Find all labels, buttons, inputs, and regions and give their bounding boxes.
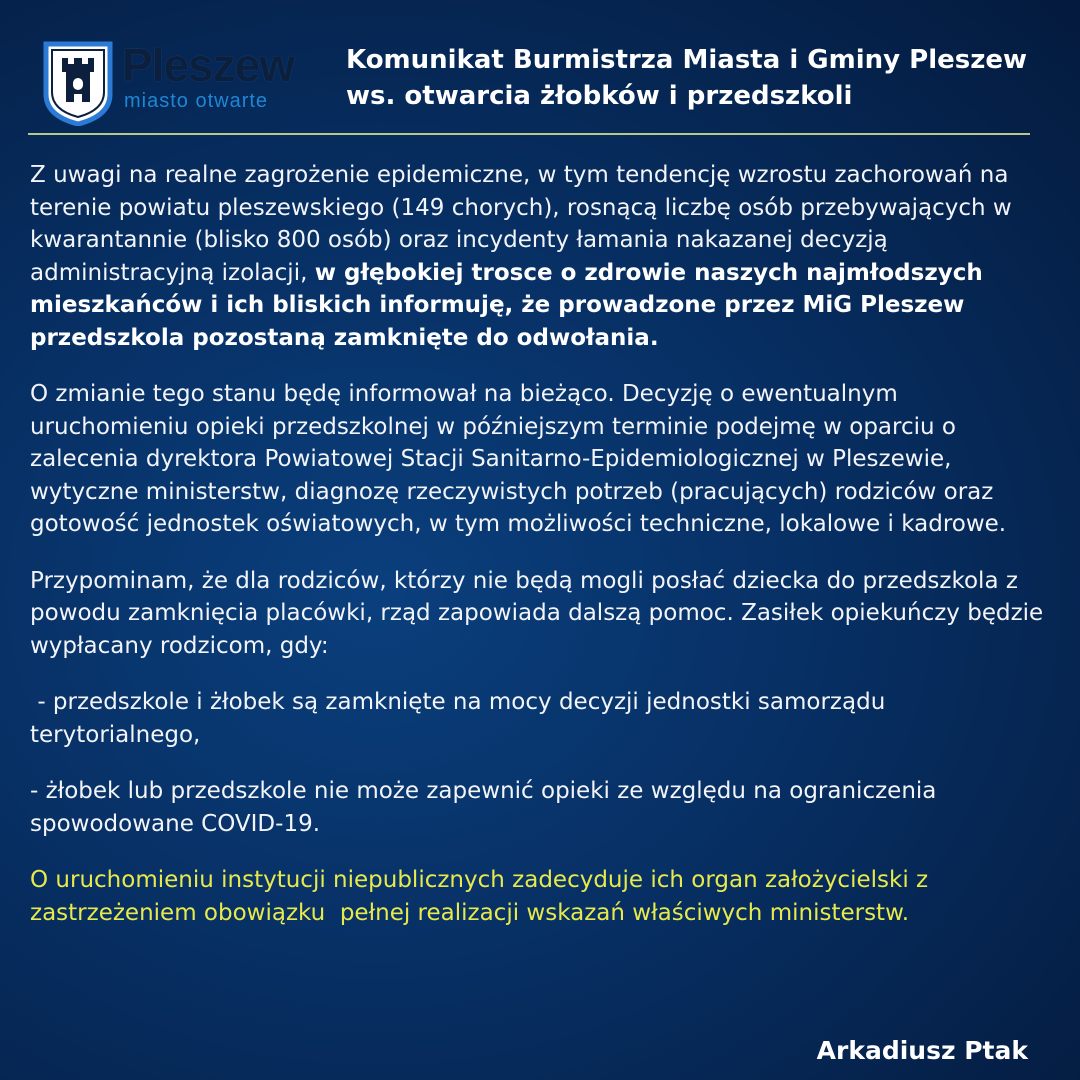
castle-tower-icon [40,36,116,126]
pleszew-logo [40,36,320,126]
signature: Arkadiusz Ptak [816,1036,1028,1065]
title-line-1: Komunikat Burmistrza Miasta i Gminy Pleszew [346,45,1028,75]
list-item-1: - przedszkole i żłobek są zamknięte na mocy decyzji jednostki samorządu terytorialnego, [30,689,893,748]
paragraph-3: Przypominam, że dla rodziców, którzy nie będą mogli posłać dziecka do przedszkola z powodu zamknięcia placówki, rząd zapowiada dalszą pomoc. Zasiłek opiekuńczy będzie wypłacany rodzicom, gdy: [30,567,1044,659]
paragraph-1 [30,159,1060,354]
logo-tagline: miasto otwarte [124,90,269,112]
paragraph-4-highlight: O uruchomieniu instytucji niepublicznych zadecyduje ich organ założycielski z zastrzeżeniem obowiązku pełnej realizacji wskazań właściwych ministerstw. [30,867,936,926]
title-line-2: ws. otwarcia żłobków i przedszkoli [346,81,853,111]
paragraph-1-bold-text: w głębokiej trosce o zdrowie naszych najmłodszych mieszkańców i ich bliskich informuję, że prowadzone przez MiG Pleszew przedszkola pozostaną zamknięte do odwołania. [30,259,983,351]
announcement-title [346,42,1056,114]
logo-wordmark: Pleszew [122,39,294,91]
paragraph-1-text: Z uwagi na realne zagrożenie epidemiczne, w tym tendencję wzrostu zachorowań na terenie powiatu pleszewskiego (149 chorych), rosnącą liczbę osób przebywających w kwarantannie (blisko 800 osób) oraz incydenty łamania nakazanej decyzją administracyjną izolacji, [30,162,1012,286]
paragraph-2: O zmianie tego stanu będę informował na bieżąco. Decyzję o ewentualnym uruchomieniu opieki przedszkolnej w późniejszym terminie podejmę w oparciu o zalecenia dyrektora Powiatowej Stacji Sanitarno-Epidemiologicznej w Pleszewie, wytyczne ministerstw, diagnozę rzeczywistych potrzeb (pracujących) rodziców oraz gotowość jednostek oświatowych, w tym możliwości techniczne, lokalowe i kadrowe. [30,381,1007,537]
list-item-2: - żłobek lub przedszkole nie może zapewnić opieki ze względu na ograniczenia spowodowane COVID-19. [30,778,937,837]
announcement-body [30,159,1060,953]
header-divider [28,133,1030,135]
